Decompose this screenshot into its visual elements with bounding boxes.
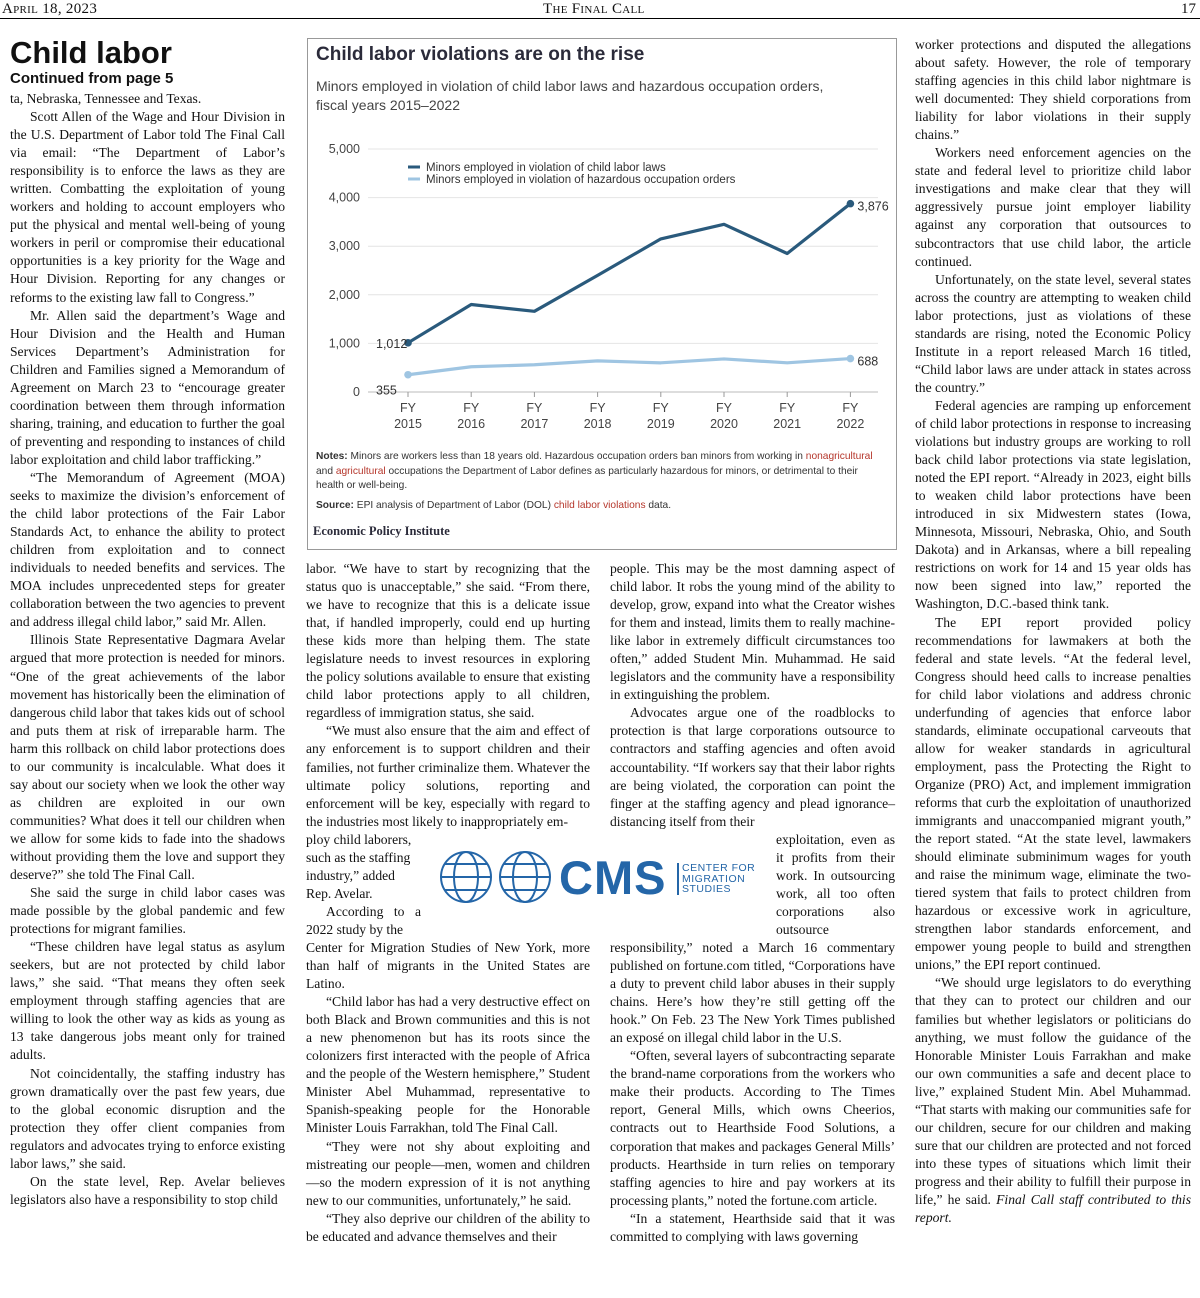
notes-text: Minors are workers less than 18 years old. Hazardous occupation orders ban minors from working in [347, 451, 806, 462]
column-4 [915, 36, 1191, 1227]
x-tick-label: 2021 [773, 417, 802, 431]
paragraph: Scott Allen of the Wage and Hour Division in the U.S. Department of Labor told The Final Call via email: “The Department of Labor’s responsibility is to enforce the laws as they are written. Combatting the exploitation of young workers and holding to account employers who put the physical and mental well-being of young workers in peril or compromise their educational opportunities is a key priority for the Wage and Hour Division. Reporting for any changes or reforms to the existing law fall to Congress.” [10, 109, 285, 305]
paragraph: exploitation, even as it profits from their work. In outsourcing work, all too often corporations also outsource [776, 832, 895, 938]
column-2-wrap [306, 831, 421, 939]
chart-organization: Economic Policy Institute [313, 524, 450, 538]
staff-credit: Final Call staff contributed to this report. [915, 1192, 1191, 1226]
paragraph: “The Memorandum of Agreement (MOA) seeks to maximize the division’s enforcement of the child labor protections of the Fair Labor Standards Act, to enhance the ability to protect children from exploitation and to connect individuals to needed benefits and services. The MOA includes unprecedented steps for greater collaboration between the two agencies to prevent and address illegal child labor,” said Mr. Allen. [10, 469, 285, 630]
legend-label: Minors employed in violation of child labor laws [426, 162, 666, 174]
logo-line: MIGRATION [682, 872, 746, 885]
column-2-bottom [306, 939, 590, 1246]
data-label: 355 [376, 383, 397, 398]
x-tick-label: 2020 [710, 417, 738, 431]
x-tick-label: 2019 [646, 417, 675, 431]
column-3-bottom [610, 939, 895, 1246]
paragraph: She said the surge in child labor cases was made possible by the global pandemic and few protections for migrant families. [10, 885, 285, 937]
data-label: 3,876 [857, 199, 889, 214]
column-2-top [306, 560, 590, 831]
paragraph: labor. “We have to start by recognizing that the status quo is unacceptable,” she said. “From there, we have to recognize that this is a delicate issue that, if handled improperly, could end up hurting these kids more than helping them. The state legislature needs to invest resources in exploring the policy solutions available to ensure that existing child labor protections apply to all children, regardless of immigration status, she said. [306, 561, 590, 721]
column-3-wrap [776, 831, 895, 939]
x-tick-label: 2015 [394, 417, 422, 431]
paragraph: ploy child laborers, such as the staffing industry,” added Rep. Avelar. [306, 832, 412, 902]
paragraph: responsibility,” noted a March 16 commentary published on fortune.com titled, “Corporations have a duty to prevent child labor abuses in their supply chains. Here’s how they’re still getting off the hook.” On Feb. 23 The New York Times published an exposé on illegal child labor in the U.S. [610, 940, 895, 1046]
paragraph: “They also deprive our children of the ability to be educated and advance themselves and their [306, 1210, 590, 1244]
x-tick-label: 2018 [583, 417, 612, 431]
paragraph: worker protections and disputed the allegations about safety. However, the role of temporary staffing agencies in this child labor nightmare is well documented: They shield corporations from liability for labor violations in their supply chains.” [915, 37, 1191, 143]
y-tick-label: 4,000 [328, 190, 360, 205]
paragraph: Center for Migration Studies of New York, more than half of migrants in the United States are Latino. [306, 940, 590, 992]
x-tick-label: FY [400, 401, 416, 415]
paragraph: “Child labor has had a very destructive effect on both Black and Brown communities and this is not a new phenomenon but has its roots since the colonizers first interacted with the people of Africa and the people of the Western hemisphere,” Student Minister Abel Muhammad, representative to Spanish-speaking people for the Honorable Minister Louis Farrakhan, told The Final Call. [306, 994, 590, 1136]
paragraph: Mr. Allen said the department’s Wage and Hour Division and the Health and Human Services Department’s Administration for Children and Families signed a Memorandum of Agreement on March 23 to “encourage greater coordination between them through information sharing, training, and education to further the goal of preventing and responding to instances of child labor exploitation and child labor trafficking.” [10, 307, 285, 467]
column-3-top [610, 560, 895, 831]
data-label: 688 [857, 354, 879, 369]
chart-notes [316, 450, 876, 494]
source-link[interactable]: child labor violations [553, 500, 646, 511]
data-point [847, 200, 855, 208]
paragraph: The EPI report provided policy recommendations for lawmakers at both the federal and state levels. “At the federal level, Congress should heed calls to increase penalties for child labor violations and address chronic underfunding of agencies that enforce labor standards, eliminate occupational carveouts that allow for weaker standards in agricultural employment, pass the Protecting the Right to Organize (PRO) Act, and implement immigration reforms that curb the exploitation of unauthorized immigrants and unaccompanied migrant youth,” the report stated. “At the state level, lawmakers should eliminate subminimum wages for youth and raise the minimum wage, eliminate the two-tiered system that fails to protect children from hazardous or excessive work in agriculture, strengthen labor standards enforcement, and empower young people to build and strengthen unions,” the EPI report continued. [915, 614, 1191, 973]
headline: Child labor [10, 35, 172, 70]
x-tick-label: FY [842, 401, 859, 415]
series-line-hazardous [408, 359, 850, 375]
line-chart [308, 139, 896, 439]
globe-icon [437, 848, 557, 906]
x-tick-label: 2022 [836, 417, 865, 431]
y-tick-label: 1,000 [328, 336, 360, 351]
column-1 [10, 36, 285, 1209]
x-tick-label: FY [589, 401, 606, 415]
issue-date: April 18, 2023 [2, 1, 98, 17]
y-tick-label: 3,000 [328, 239, 360, 254]
paragraph: Workers need enforcement agencies on the state and federal level to prioritize child labor investigations and make clear that they will aggressively pursue joint employer liability against any corporation that outsources to subcontractors that use child labor, the article continued. [915, 145, 1191, 269]
source-label: Source: [316, 500, 354, 511]
y-tick-label: 5,000 [328, 142, 360, 156]
chart-subtitle: Minors employed in violation of child labor laws and hazardous occupation orders, fiscal years 2015–2022 [316, 78, 824, 113]
data-label: 1,012 [376, 336, 408, 351]
cms-logo [437, 848, 765, 906]
notes-link-nonagricultural[interactable]: nonagricultural [805, 451, 873, 462]
logo-acronym: CMS [559, 851, 667, 904]
paragraph-text: “We should urge legislators to do everything that they can to protect our children and our families but whether legislators or politicians do anything, we must follow the guidance of the Honorable Minister Louis Farrakhan and make our own communities a safe and decent place to live,” explained Student Min. Abel Muhammad. “That starts with making our communities safe for our children, secure for our children and making sure that our children are protected and not forced into these types of situations which limit their progress and their ability to fulfill their purpose in life,” he said. [915, 975, 1191, 1207]
series-line-child-labor [408, 204, 850, 343]
paragraph: people. This may be the most damning aspect of child labor. It robs the young mind of the ability to develop, grow, expand into what the Creator wishes for them and instead, limits them to really machine-like labor in extremely difficult circumstances too often,” added Student Min. Muhammad. He said legislators and the community have a responsibility in extinguishing the problem. [610, 561, 895, 703]
x-tick-label: FY [716, 401, 732, 415]
paragraph: “These children have legal status as asylum seekers, but are not protected by child labor laws,” she said. “That means they often seek employment through staffing agencies that are willing to look the other way as kids as young as 13 take dangerous jobs meant only for trained adults. [10, 939, 285, 1063]
paragraph: Not coincidentally, the staffing industry has grown dramatically over the past few years, due to the global economic disruption and the protection they offer client companies from regulators and advocates trying to enforce existing labor laws,” she said. [10, 1065, 285, 1171]
paragraph: ta, Nebraska, Tennessee and Texas. [10, 91, 202, 106]
logo-line: CENTER FOR [682, 862, 756, 874]
data-point [404, 371, 412, 379]
chart-figure [307, 38, 897, 550]
x-tick-label: FY [779, 401, 796, 415]
paragraph [915, 974, 1191, 1227]
logo-line: STUDIES [682, 883, 732, 895]
paragraph: “We must also ensure that the aim and effect of any enforcement is to support children and their families, not further criminalize them. Whatever the ultimate policy solutions, reporting and enforcement will be key, especially with regard to the industries most likely to inappropriately em- [306, 723, 590, 829]
page-number: 17 [1181, 1, 1196, 17]
paragraph: Federal agencies are ramping up enforcement of child labor protections in response to increasing violations but industry groups are working to roll back child labor protections via state legislation, noted the EPI report. “Already in 2023, eight bills to weaken child labor protections have been introduced in six Midwestern states (Iowa, Minnesota, Missouri, Nebraska, Ohio, and South Dakota) and in Arkansas, where a bill repealing restrictions on work for 14 and 15 year olds has now been signed into law,” reported the Washington, D.C.-based think tank. [915, 397, 1191, 612]
newspaper-name: The Final Call [543, 1, 645, 17]
x-tick-label: FY [526, 401, 543, 415]
data-point [847, 355, 855, 363]
y-tick-label: 0 [353, 385, 360, 399]
paragraph: “Often, several layers of subcontracting separate the brand-name corporations from the workers who make their products. According to The Times report, General Mills, which owns Cheerios, contracts out to Hearthside Food Solutions, a corporation that makes and packages General Mills’ products. Hearthside in turn relies on temporary staffing agencies to hire and pay workers at its processing plants,” noted the fortune.com article. [610, 1048, 895, 1208]
x-tick-label: FY [652, 401, 669, 415]
paragraph: “In a statement, Hearthside said that it was committed to complying with laws governing [610, 1210, 895, 1244]
paragraph: Illinois State Representative Dagmara Avelar argued that more protection is needed for minors. “One of the great achievements of the labor movement has historically been the elimination of dangerous child labor that takes kids out of school and puts them at risk of irreparable harm. The harm this rollback on child labor protections does to our community is incalculable. What does it say about our society when we look the other way as children are exploited in our own communities? What does it tell our children when we allow for some kids to fade into the shadows without providing them the love and support they deserve?” she told The Final Call. [10, 632, 285, 883]
paragraph: According to a 2022 study by the [306, 904, 421, 938]
x-tick-label: 2016 [457, 417, 486, 431]
source-text: data. [645, 500, 672, 511]
chart-title: Child labor violations are on the rise [316, 44, 645, 65]
y-tick-label: 2,000 [328, 287, 360, 302]
x-tick-label: 2017 [520, 417, 549, 431]
notes-text: and [316, 465, 336, 477]
notes-link-agricultural[interactable]: agricultural [335, 465, 386, 477]
notes-text: occupations the Department of Labor defines as particularly hazardous for minors, or detrimental to their health or well-being. [316, 465, 858, 491]
continued-line: Continued from page 5 [10, 70, 174, 87]
paragraph: “They were not shy about exploiting and mistreating our people—men, women and children—so the modern expression of it is not anything new to our communities, unfortunately,” he said. [306, 1138, 590, 1208]
x-tick-label: FY [463, 401, 480, 415]
paragraph: Unfortunately, on the state level, several states across the country are attempting to weaken child labor protections, just as violations of these standards are rising, noted the Economic Policy Institute in a report released March 16 titled, “Child labor laws are under attack in states across the country.” [915, 271, 1191, 395]
notes-label: Notes: [316, 451, 348, 462]
paragraph: Advocates argue one of the roadblocks to protection is that large corporations outsource to contractors and staffing agencies and often avoid accountability. “If workers say that their labor rights are being violated, the corporation can point the finger at the staffing agency and plead ignorance–distancing itself from their [610, 705, 895, 829]
logo-full-name [677, 863, 755, 895]
source-text: EPI analysis of Department of Labor (DOL) [353, 500, 554, 511]
paragraph: On the state level, Rep. Avelar believes legislators also have a responsibility to stop child [10, 1173, 285, 1207]
page-header [0, 0, 1200, 19]
legend-label: Minors employed in violation of hazardous occupation orders [426, 174, 736, 186]
chart-source [316, 500, 671, 511]
